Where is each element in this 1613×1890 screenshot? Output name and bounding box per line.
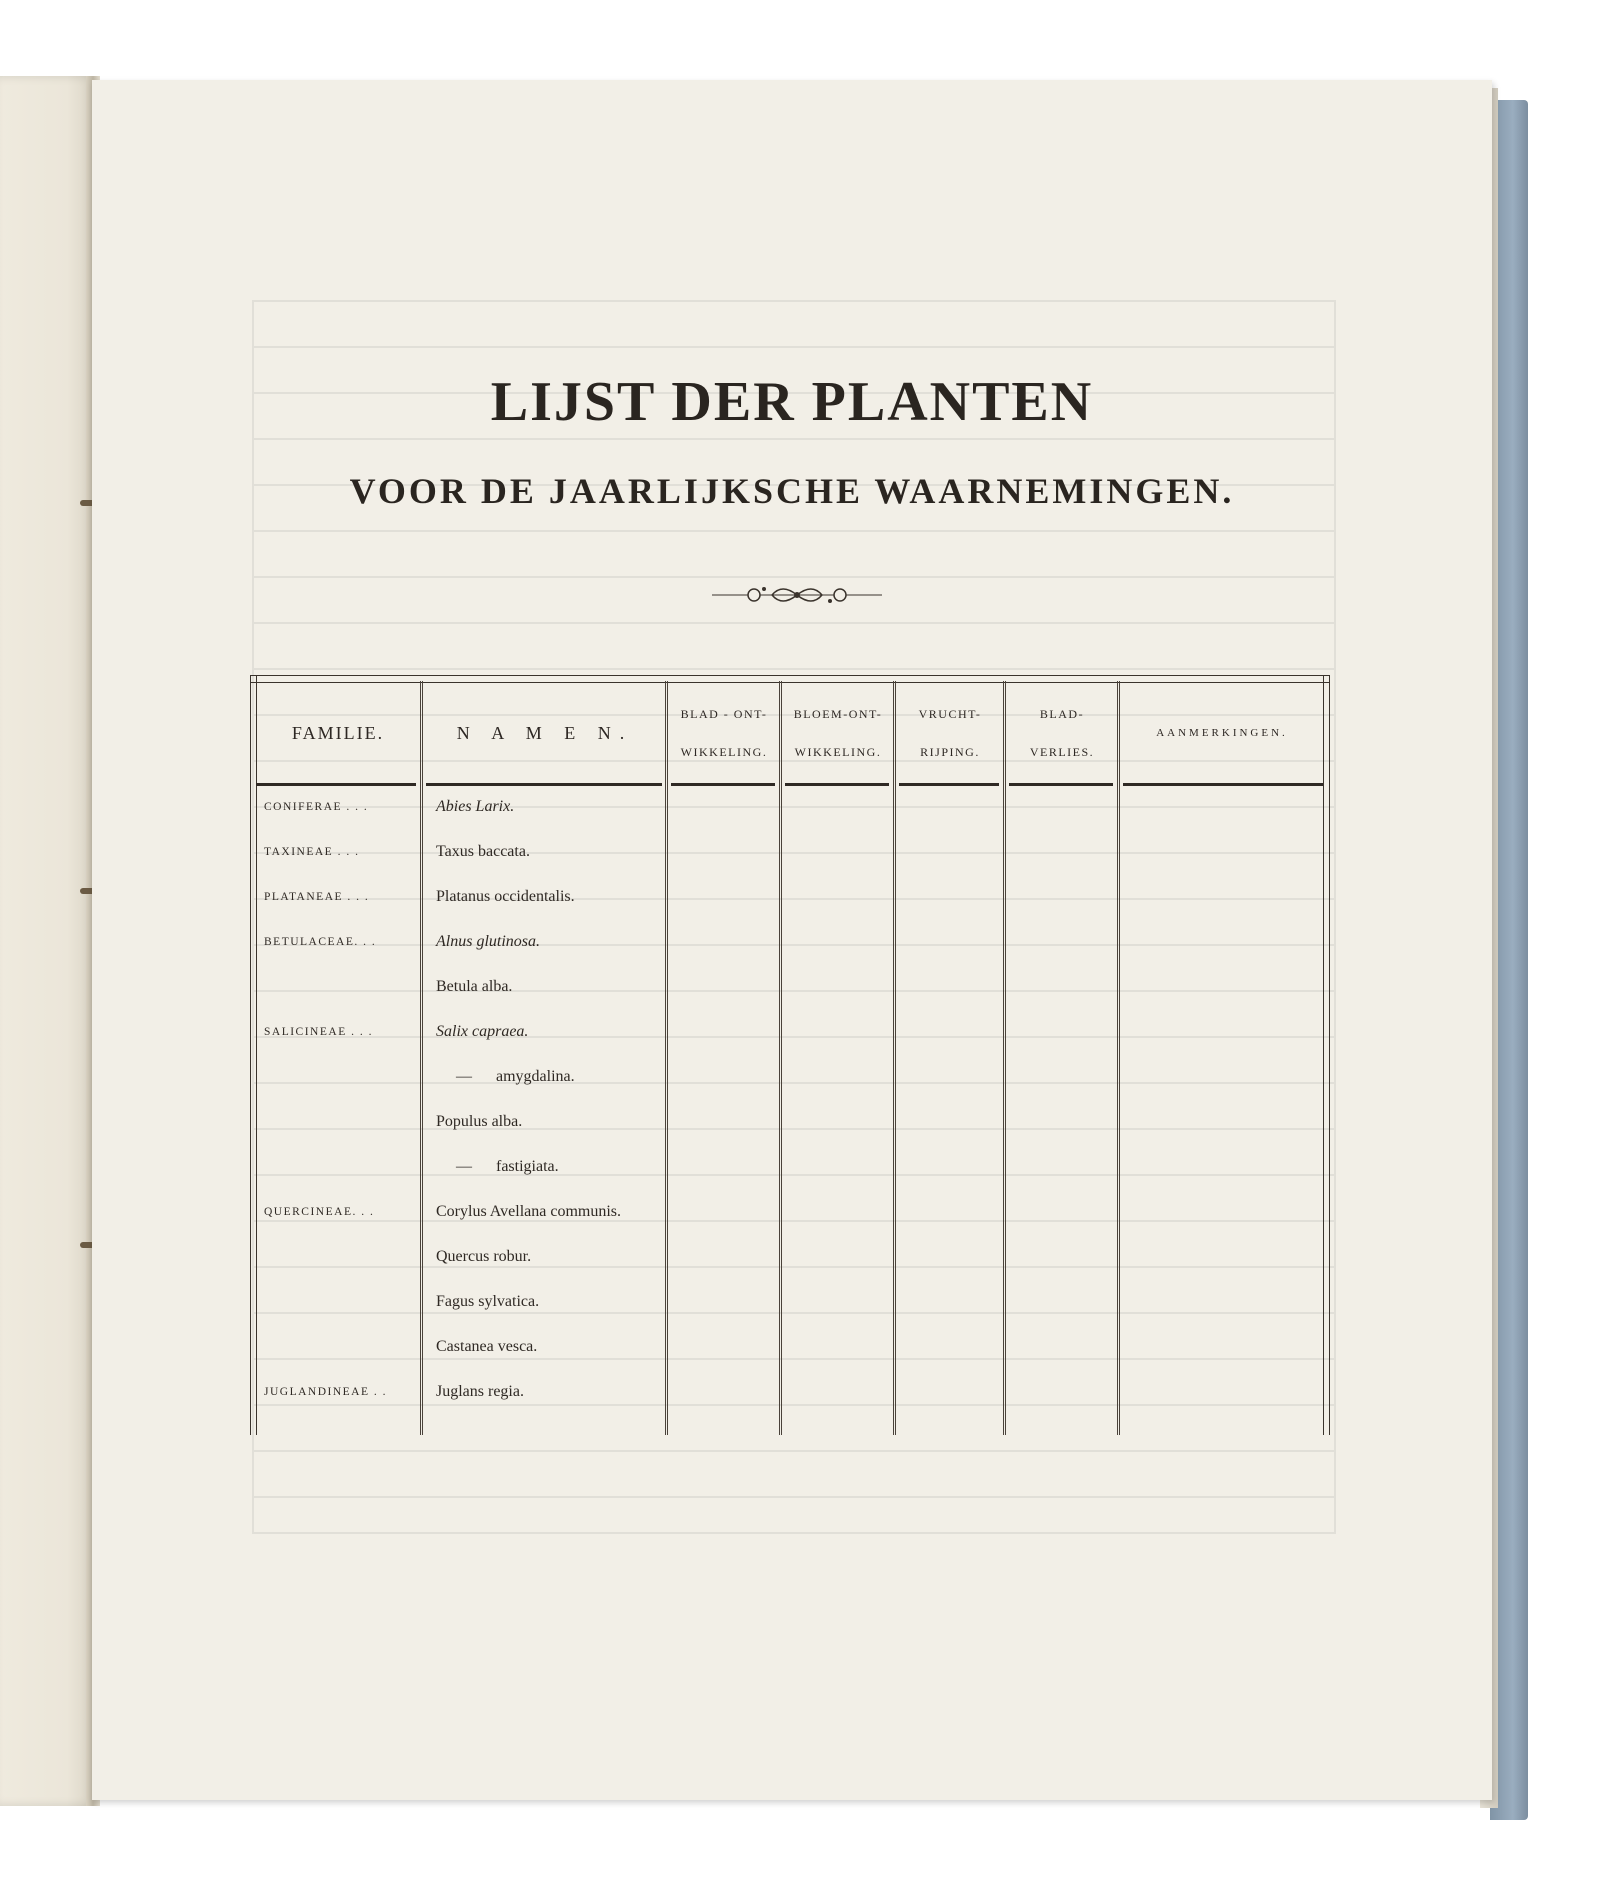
row-naam: Populus alba. bbox=[436, 1113, 523, 1130]
row-naam: Alnus glutinosa. bbox=[436, 933, 541, 950]
row-naam: Platanus occidentalis. bbox=[436, 888, 575, 905]
row-naam: Castanea vesca. bbox=[436, 1338, 538, 1355]
ditto-dash: — bbox=[456, 1158, 472, 1175]
header-bloem-ontwikkeling bbox=[782, 683, 894, 783]
header-rule bbox=[426, 783, 662, 786]
table-row bbox=[250, 1194, 1330, 1239]
row-naam-text: fastigiata. bbox=[496, 1158, 559, 1175]
row-naam: Quercus robur. bbox=[436, 1248, 532, 1265]
row-naam-text: amygdalina. bbox=[496, 1068, 575, 1085]
table-row bbox=[250, 789, 1330, 834]
page-subtitle: VOOR DE JAARLIJKSCHE WAARNEMINGEN. bbox=[349, 471, 1235, 511]
row-familie: JUGLANDINEAE . . bbox=[264, 1386, 388, 1398]
header-rule bbox=[899, 783, 999, 786]
header-bladverlies-line-2: VERLIES. bbox=[1029, 745, 1095, 759]
header-blad-ontwikkeling bbox=[668, 683, 780, 783]
header-rule bbox=[1123, 783, 1323, 786]
row-naam: Salix capraea. bbox=[436, 1023, 529, 1040]
header-bloem-ontwikkeling-line-1: BLOEM-ONT- bbox=[793, 707, 883, 721]
page-title: LIJST DER PLANTEN bbox=[490, 371, 1094, 433]
header-blad-ontwikkeling-line-2: WIKKELING. bbox=[680, 745, 768, 759]
row-familie: CONIFERAE . . . bbox=[264, 801, 369, 813]
row-familie: BETULACEAE. . . bbox=[264, 936, 377, 948]
header-rule bbox=[671, 783, 775, 786]
table-row bbox=[250, 1329, 1330, 1374]
table-row bbox=[250, 1059, 1330, 1104]
row-naam: Juglans regia. bbox=[436, 1383, 524, 1400]
header-bladverlies-line-1: BLAD- bbox=[1039, 707, 1085, 721]
table-row bbox=[250, 834, 1330, 879]
table-row bbox=[250, 1149, 1330, 1194]
table-row bbox=[250, 1284, 1330, 1329]
table-row bbox=[250, 1014, 1330, 1059]
table-row bbox=[250, 924, 1330, 969]
fleuron-ornament-icon bbox=[712, 580, 882, 610]
row-naam: Corylus Avellana communis. bbox=[436, 1203, 622, 1220]
header-vrucht-rijping-line-2: RIJPING. bbox=[920, 745, 980, 759]
table-top-border bbox=[250, 675, 1330, 683]
previous-page-edge bbox=[0, 76, 96, 1806]
header-rule bbox=[256, 783, 416, 786]
row-familie: SALICINEAE . . . bbox=[264, 1026, 373, 1038]
row-naam: Abies Larix. bbox=[436, 798, 515, 815]
table-row bbox=[250, 879, 1330, 924]
header-familie: FAMILIE. bbox=[291, 722, 385, 743]
book-page bbox=[92, 80, 1492, 1800]
header-bloem-ontwikkeling-line-2: WIKKELING. bbox=[794, 745, 882, 759]
header-aanmerkingen: AANMERKINGEN. bbox=[1156, 727, 1288, 739]
plant-table bbox=[250, 675, 1330, 1435]
row-familie: QUERCINEAE. . . bbox=[264, 1206, 375, 1218]
table-row bbox=[250, 1239, 1330, 1284]
header-vrucht-rijping-line-1: VRUCHT- bbox=[918, 707, 982, 721]
row-familie: PLATANEAE . . . bbox=[264, 891, 370, 903]
table-row bbox=[250, 1374, 1330, 1419]
header-vrucht-rijping bbox=[896, 683, 1004, 783]
ditto-dash: — bbox=[456, 1068, 472, 1085]
row-familie: TAXINEAE . . . bbox=[264, 846, 360, 858]
header-blad-ontwikkeling-line-1: BLAD - ONT- bbox=[680, 707, 768, 721]
header-rule bbox=[785, 783, 889, 786]
row-naam bbox=[456, 1158, 696, 1176]
header-namen: N A M E N. bbox=[456, 722, 634, 743]
header-rule bbox=[1009, 783, 1113, 786]
row-naam bbox=[456, 1068, 696, 1086]
table-row bbox=[250, 969, 1330, 1014]
row-naam: Fagus sylvatica. bbox=[436, 1293, 540, 1310]
row-naam: Taxus baccata. bbox=[436, 843, 530, 860]
table-row bbox=[250, 1104, 1330, 1149]
header-bladverlies bbox=[1006, 683, 1118, 783]
row-naam: Betula alba. bbox=[436, 978, 513, 995]
